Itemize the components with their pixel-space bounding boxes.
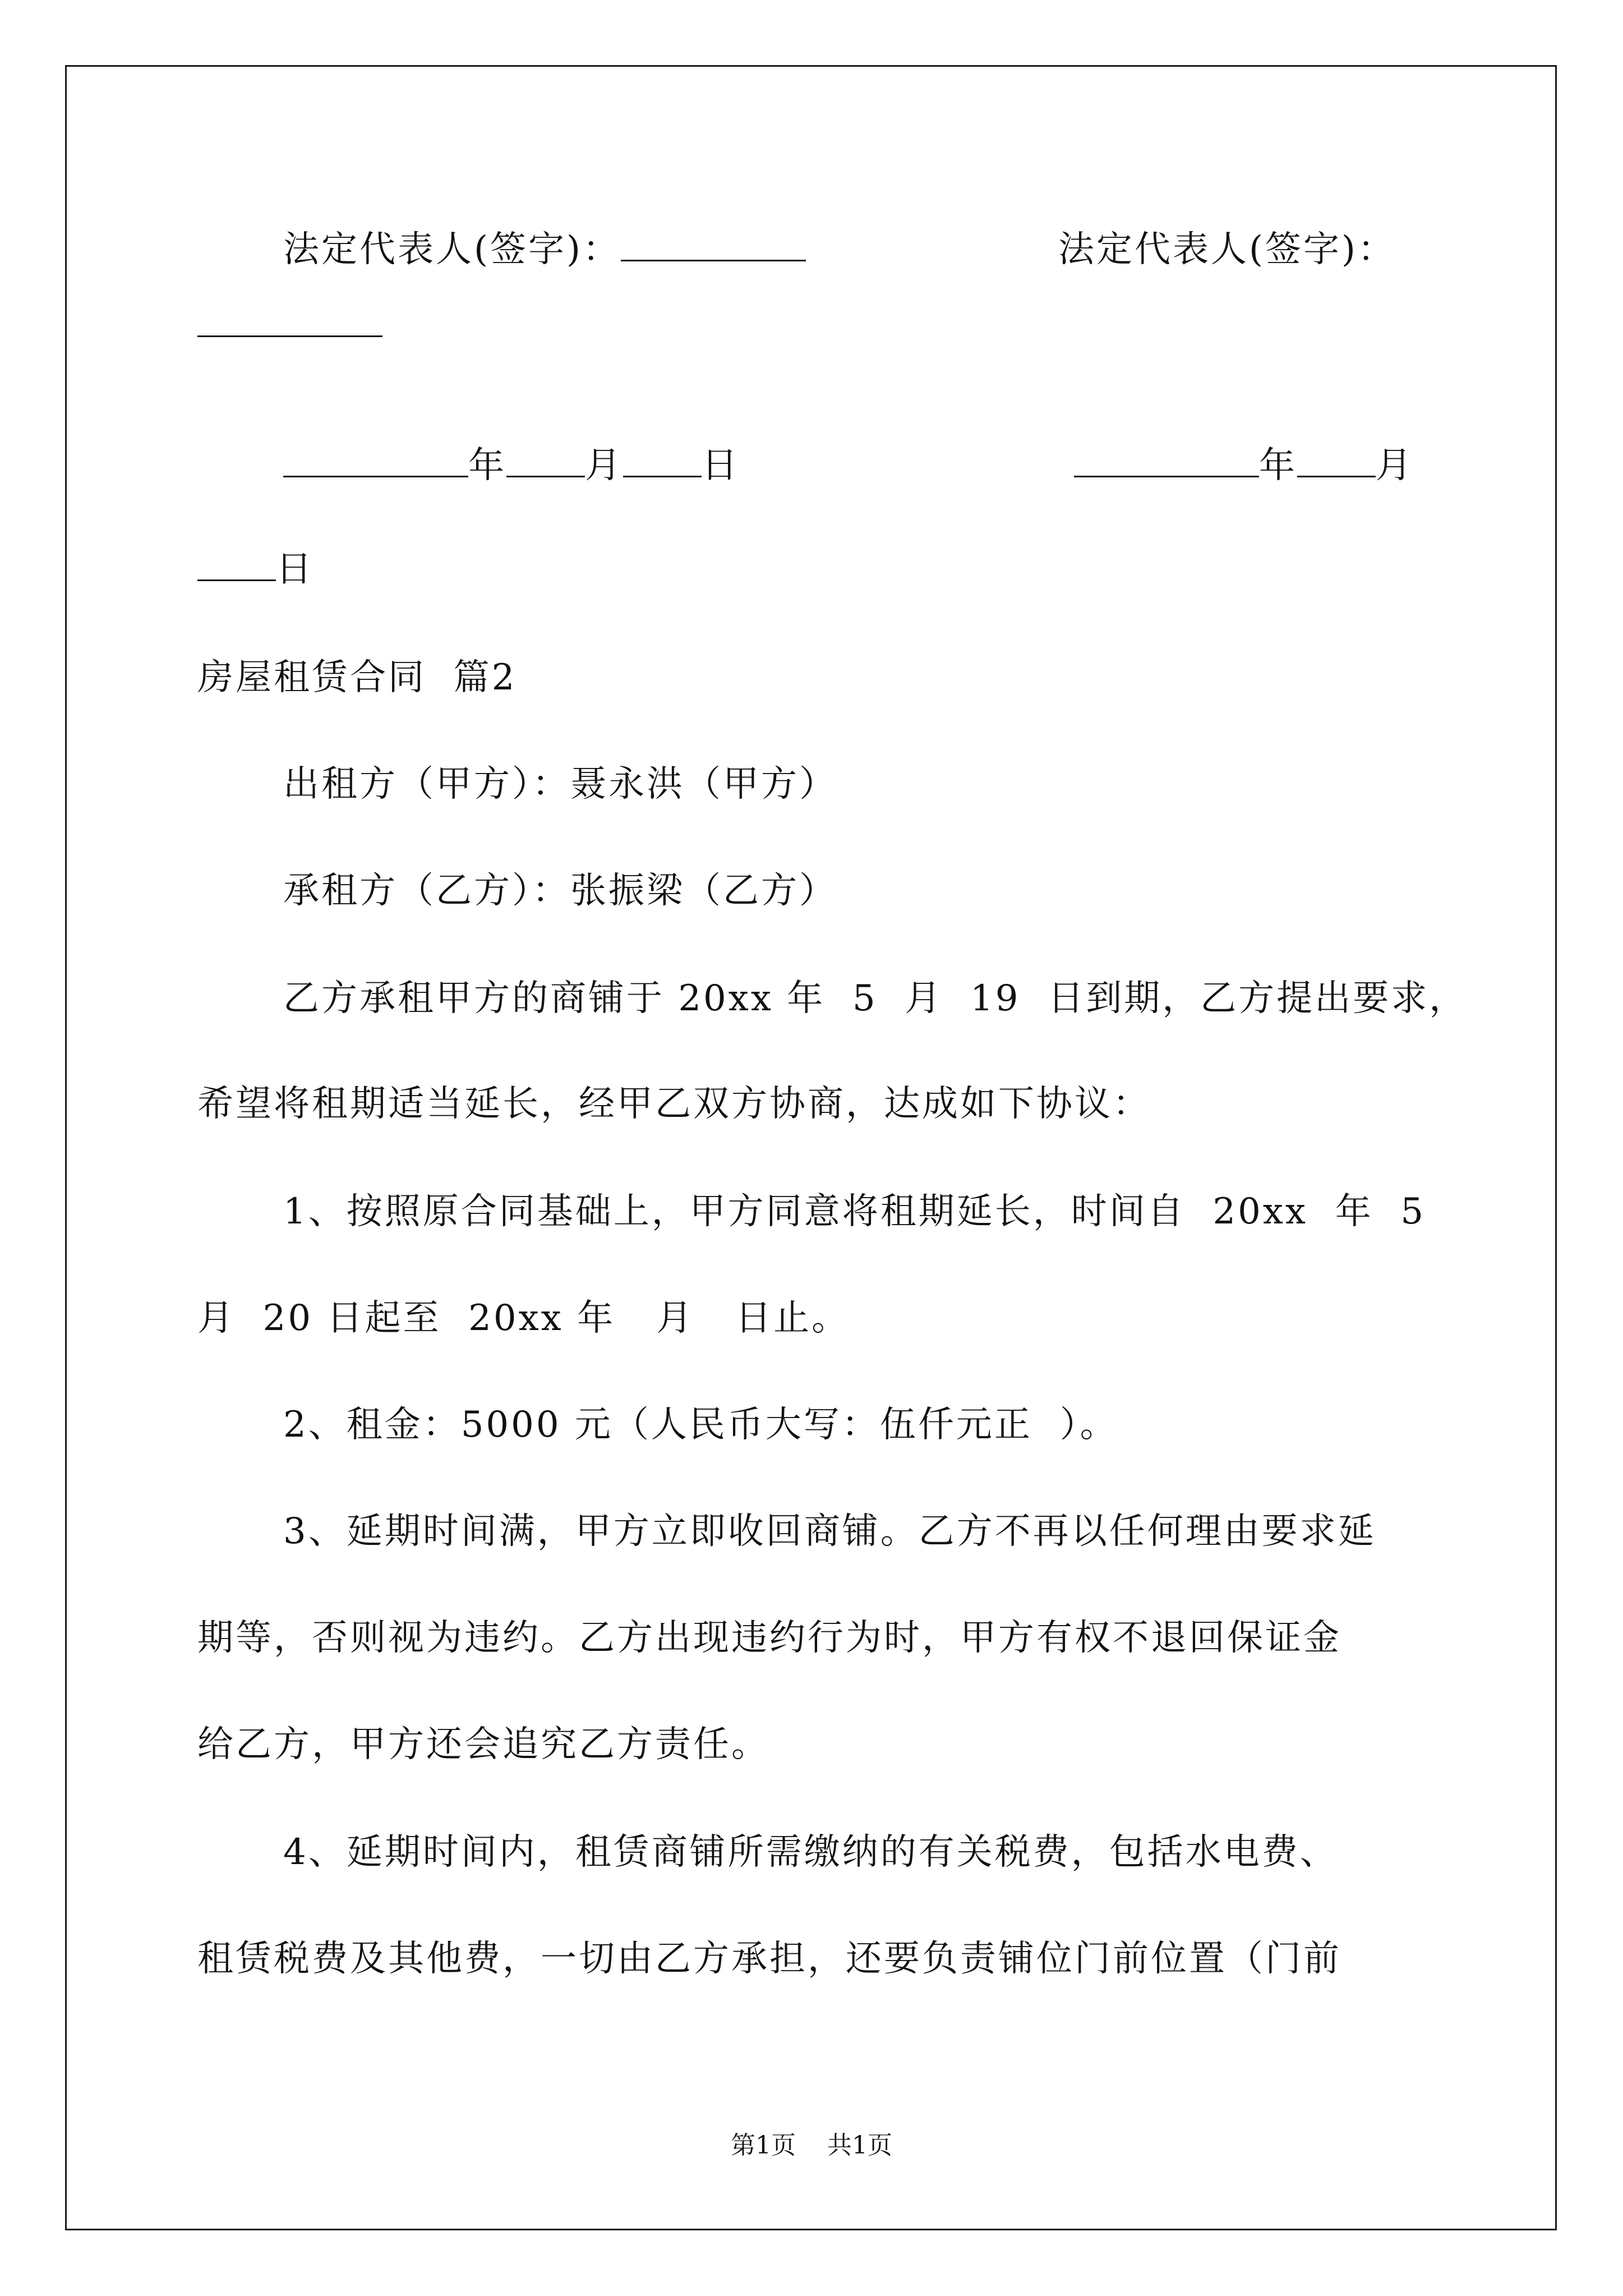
- item3-line-3: 给乙方，甲方还会追究乙方责任。: [197, 1724, 769, 1765]
- item1-line-1: 1、按照原合同基础上，甲方同意将租期延长，时间自 20xx 年 5: [283, 1191, 1426, 1232]
- date-right: 年 月: [1074, 443, 1414, 488]
- lessee-line: 承租方（乙方）：张振梁（乙方）: [283, 870, 837, 912]
- section-title: 房屋租赁合同 篇2: [197, 657, 517, 698]
- rep-signature-right: [1058, 227, 1396, 272]
- signature-blank-right: [197, 303, 382, 348]
- item3-line-1: 3、延期时间满，甲方立即收回商铺。乙方不再以任何理由要求延: [283, 1511, 1376, 1552]
- signature-blank-left: [621, 227, 806, 261]
- item1-line-2: 月 20 日起至 20xx 年 月 日止。: [197, 1297, 850, 1339]
- intro-line-2: 希望将租期适当延长，经甲乙双方协商，达成如下协议：: [197, 1083, 1151, 1125]
- item3-line-2: 期等，否则视为违约。乙方出现违约行为时，甲方有权不退回保证金: [197, 1617, 1341, 1659]
- rep-signature-left: [283, 227, 806, 272]
- rep-label-right: 法定代表人(签字)：: [1058, 229, 1396, 270]
- date-left: 年 月 日: [283, 443, 740, 488]
- page-border: [65, 65, 1557, 2230]
- page-footer: 第1页 共1页: [731, 2131, 892, 2160]
- item2-line: 2、租金：5000 元（人民币大写：伍仟元正 ）。: [283, 1404, 1118, 1446]
- lessor-line: 出租方（甲方）：聂永洪（甲方）: [283, 763, 837, 805]
- item4-line-2: 租赁税费及其他费，一切由乙方承担，还要负责铺位门前位置（门前: [197, 1938, 1341, 1980]
- intro-line-1: 乙方承租甲方的商铺于 20xx 年 5 月 19 日到期，乙方提出要求，: [283, 978, 1468, 1019]
- rep-label-left: 法定代表人(签字)：: [283, 229, 621, 270]
- item4-line-1: 4、延期时间内，租赁商铺所需缴纳的有关税费，包括水电费、: [283, 1832, 1338, 1873]
- date-right-day: 日: [197, 547, 314, 592]
